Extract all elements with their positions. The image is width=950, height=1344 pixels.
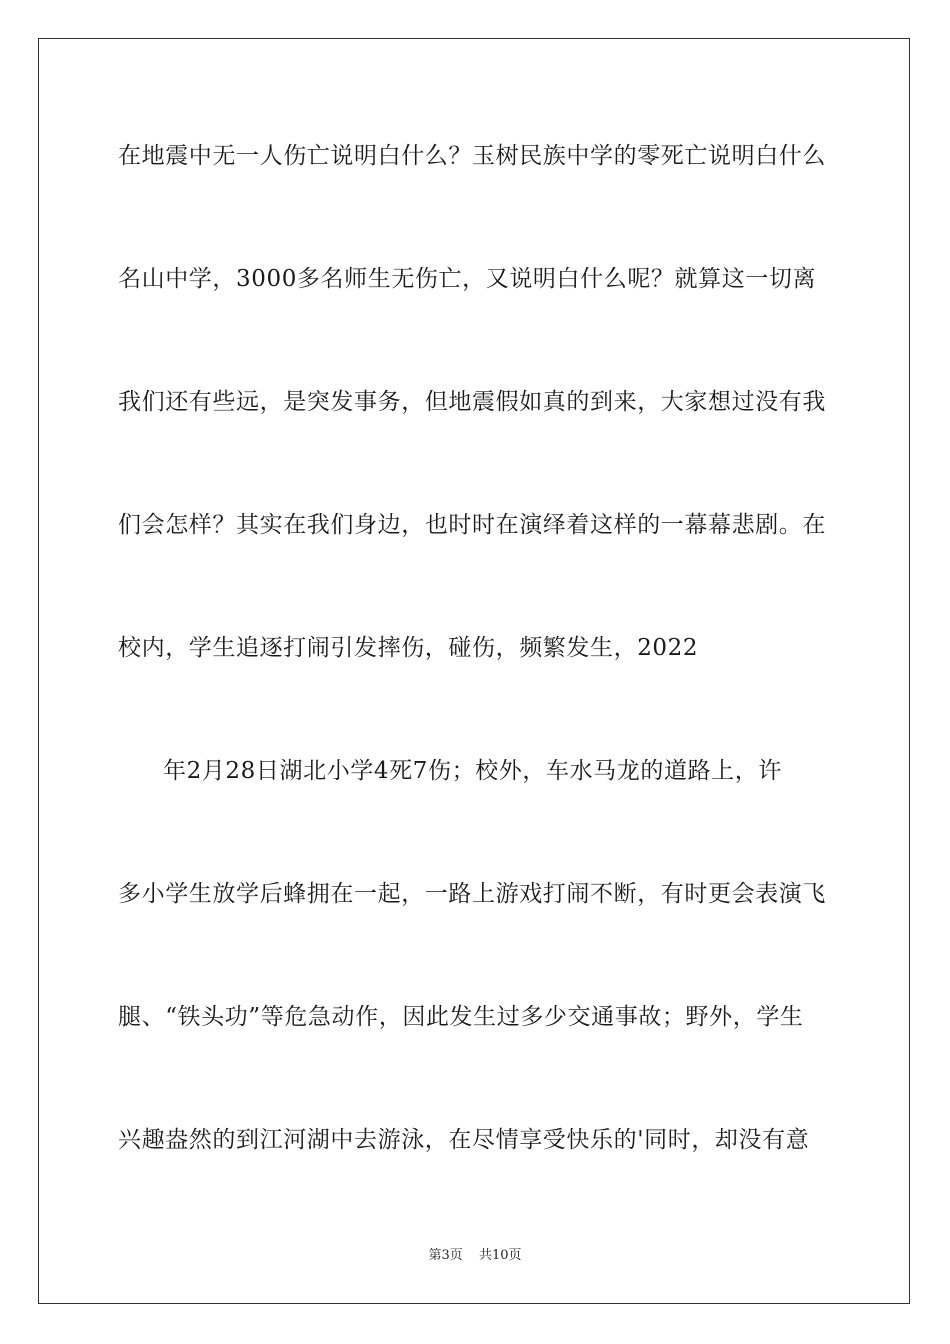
body-line-5: 校内，学生追逐打闹引发摔伤，碰伤，频繁发生，2022	[118, 635, 699, 661]
body-line-8: 腿、“铁头功”等危急动作，因此发生过多少交通事故；野外，学生	[118, 1004, 804, 1030]
body-line-6: 年2月28日湖北小学4死7伤；校外，车水马龙的道路上，许	[163, 758, 782, 784]
page-number: 第3页	[428, 1248, 463, 1263]
body-line-4: 们会怎样？其实在我们身边，也时时在演绎着这样的一幕幕悲剧。在	[118, 512, 826, 538]
body-line-2: 名山中学，3000多名师生无伤亡，又说明白什么呢？就算这一切离	[118, 266, 817, 292]
body-line-7: 多小学生放学后蜂拥在一起，一路上游戏打闹不断，有时更会表演飞	[118, 881, 826, 907]
body-line-1: 在地震中无一人伤亡说明白什么？玉树民族中学的零死亡说明白什么	[118, 143, 826, 169]
body-line-9: 兴趣盎然的到江河湖中去游泳，在尽情享受快乐的'同时，却没有意	[118, 1127, 810, 1153]
page-total: 共10页	[478, 1248, 522, 1263]
page-border	[38, 38, 910, 1304]
page-footer	[0, 1247, 950, 1265]
body-line-3: 我们还有些远，是突发事务，但地震假如真的到来，大家想过没有我	[118, 389, 826, 415]
